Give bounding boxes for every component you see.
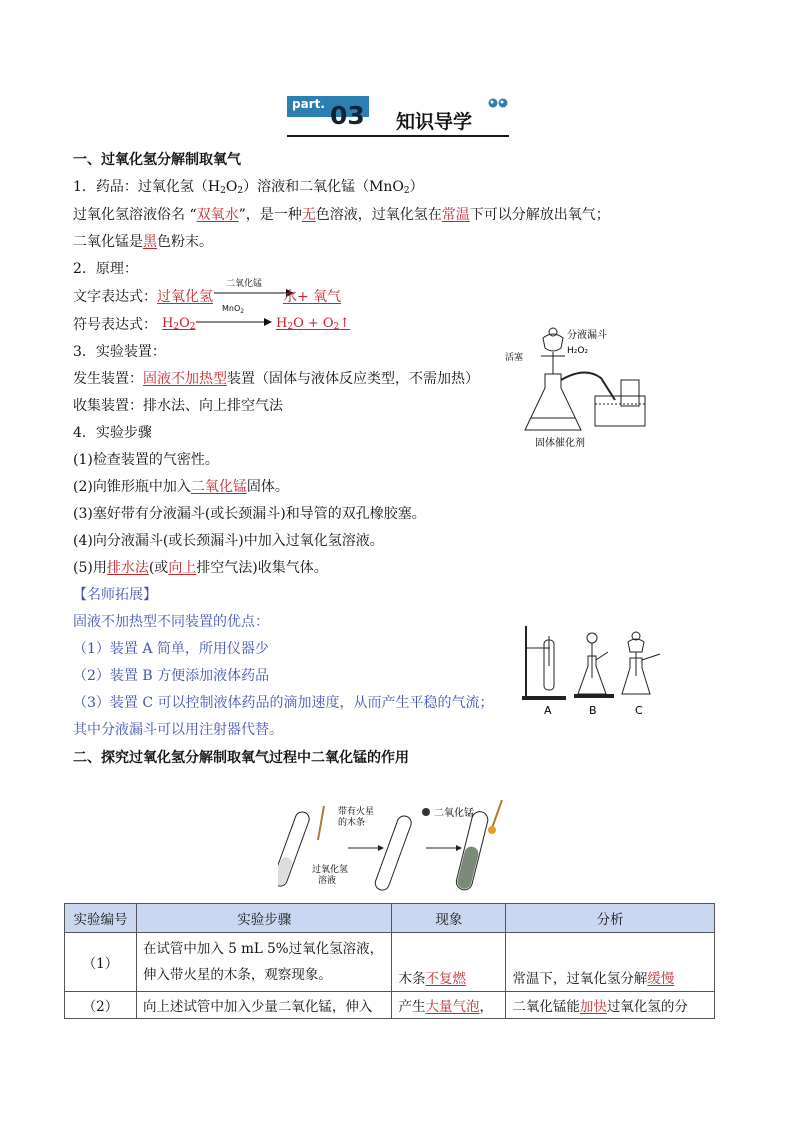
header-no: 实验编号	[65, 904, 137, 933]
drugs-line: 1．药品：过氧化氢$(H_2O_2)$溶液和二氧化锰（MnO$_2$）	[73, 179, 424, 196]
section-title: 知识导学	[396, 111, 473, 133]
splint-label: 带有火星	[338, 807, 375, 817]
extension-intro: 固液不加热型不同装置的优点：	[73, 614, 269, 630]
symbol-equation: 符号表达式：	[73, 317, 157, 333]
word-catalyst: 二氧化锰	[226, 279, 263, 289]
step-2: (2)向锥形瓶中加入二氧化锰固体。	[73, 479, 289, 495]
extension-item-1: （1）装置 A 简单，所用仪器少	[73, 641, 269, 657]
symbol-products: $H_2O$ + $O_2↑$	[276, 316, 351, 332]
steps-title: 4．实验步骤	[73, 425, 152, 441]
row-observation: 木条不复燃	[392, 933, 506, 992]
header-analysis: 分析	[506, 904, 715, 933]
table-row	[65, 933, 715, 992]
part-label: part.	[292, 97, 325, 111]
word-equation: 文字表达式：过氧化氢	[73, 289, 213, 305]
apparatus-title: 3．实验装置：	[73, 344, 166, 360]
section1-heading: 一、过氧化氢分解制取氧气	[73, 152, 241, 168]
solution-label: 过氧化氢	[312, 865, 349, 875]
header-observation: 现象	[392, 904, 506, 933]
stopcock-label: 活塞	[505, 353, 524, 363]
h2o2-description: 过氧化氢溶液俗名 “双氧水”，是一种无色溶液，过氧化氢在常温下可以分解放出氧气；	[73, 207, 610, 223]
symbol-reactant: $H_2O_2$	[162, 316, 196, 332]
step-3: (3)塞好带有分液漏斗(或长颈漏斗)和导管的双孔橡胶塞。	[73, 506, 426, 522]
device-a-label: A	[544, 704, 552, 717]
decor-drops-icon	[486, 96, 510, 110]
part-number: 03	[330, 101, 365, 130]
device-c-label: C	[635, 704, 643, 717]
step-1: (1)检查装置的气密性。	[73, 452, 219, 468]
splint-label-2: 的木条	[338, 818, 366, 828]
row-step: 在试管中加入 5 mL 5%过氧化氢溶液， 伸入带火星的木条，观察现象。	[136, 933, 392, 992]
symbol-catalyst: MnO$_2$	[222, 304, 245, 315]
oxygen-apparatus-figure	[505, 318, 655, 450]
row-number: （1）	[65, 933, 137, 992]
header-steps: 实验步骤	[136, 904, 392, 933]
extension-title: 【名师拓展】	[73, 587, 157, 603]
funnel-label: 分液漏斗	[567, 330, 607, 341]
header-rule	[287, 135, 509, 137]
device-b-label: B	[589, 704, 597, 717]
step-4: (4)向分液漏斗(或长颈漏斗)中加入过氧化氢溶液。	[73, 533, 384, 549]
solution-label-2: 溶液	[318, 876, 337, 886]
extension-item-4: 其中分液漏斗可以用注射器代替。	[73, 722, 283, 738]
row-analysis: 二氧化锰能加快过氧化氢的分	[506, 992, 715, 1019]
principle-title: 2．原理：	[73, 261, 138, 277]
table-row	[65, 992, 715, 1019]
reaction-arrow-icon	[214, 287, 294, 299]
step-5: (5)用排水法(或向上排空气法)收集气体。	[73, 560, 328, 576]
section2-heading: 二、探究过氧化氢分解制取氧气过程中二氧化锰的作用	[73, 750, 409, 766]
word-products: 水+ 氧气	[283, 289, 342, 305]
devices-abc-figure	[522, 626, 672, 718]
row-analysis: 常温下，过氧化氢分解缓慢	[506, 933, 715, 992]
mno2-label: 二氧化锰	[434, 808, 474, 819]
h2o2-label: H₂O₂	[567, 346, 589, 356]
catalyst-label: 固体催化剂	[535, 438, 585, 449]
experiment-table	[64, 903, 715, 1019]
row-observation: 产生大量气泡，	[392, 992, 506, 1019]
mno2-description: 二氧化锰是黑色粉末。	[73, 234, 213, 250]
row-number: （2）	[65, 992, 137, 1019]
extension-item-3: （3）装置 C 可以控制液体药品的滴加速度，从而产生平稳的气流；	[73, 695, 494, 711]
extension-item-2: （2）装置 B 方便添加液体药品	[73, 668, 270, 684]
test-tube-figure	[278, 800, 518, 896]
generator-line: 发生装置：固液不加热型装置（固体与液体反应类型，不需加热）	[73, 371, 479, 387]
row-step: 向上述试管中加入少量二氧化锰，伸入	[136, 992, 392, 1019]
table-header-row	[65, 904, 715, 933]
collector-line: 收集装置：排水法、向上排空气法	[73, 398, 283, 414]
reaction-arrow-icon	[196, 316, 272, 328]
